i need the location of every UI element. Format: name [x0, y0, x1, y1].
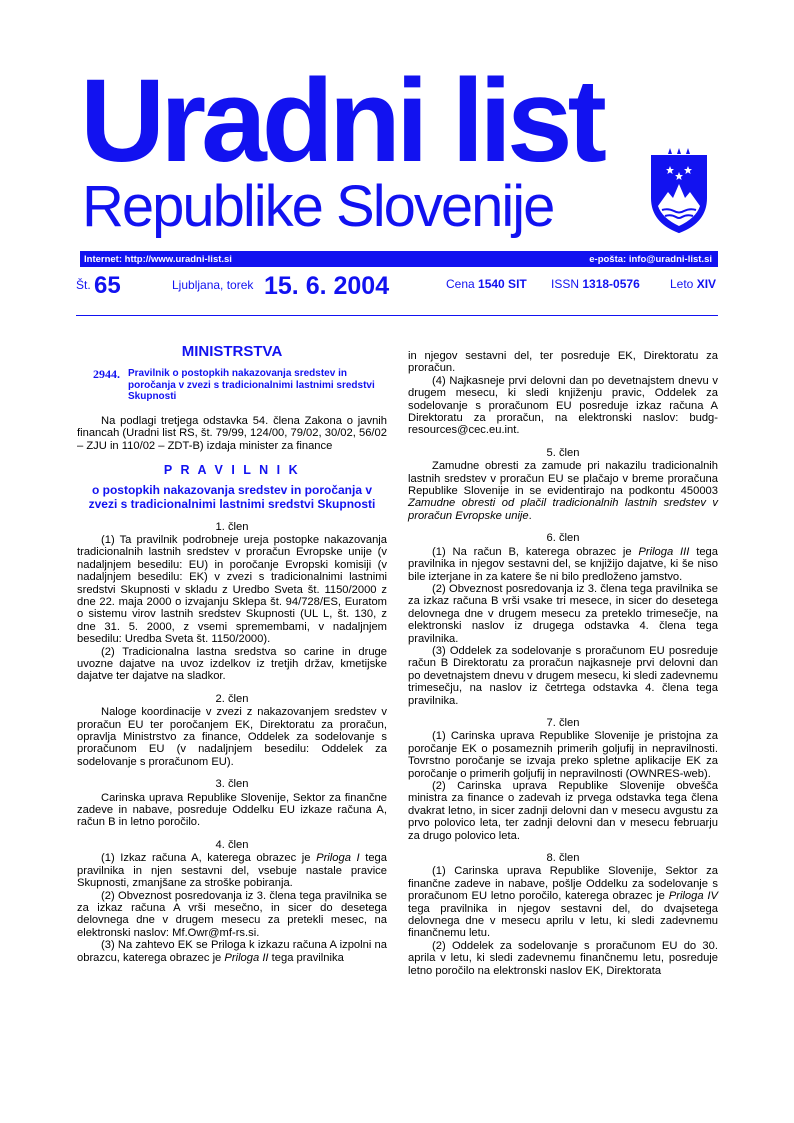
intro-paragraph: Na podlagi tretjega odstavka 54. člena Zakona o javnih financah (Uradni list RS, št. 79/99, 124/00, 79/02, 30/02, 56/02 – ZJU in 110/02 – ZDT-B) izdaja minister za finance: [77, 414, 387, 452]
article-heading: 7. člen: [546, 716, 580, 729]
paragraph: (3) Oddelek za sodelovanje s proračunom EU posreduje račun B Direktoratu za proračun najkasneje prvi delovni dan po devetnajstem dnevu v drugem mesecu, ki sledi zadevnemu trimesečju, na naslov iz četrtega odstavka 4. člena tega pravilnika.: [408, 644, 718, 707]
article-heading: 2. člen: [215, 692, 249, 705]
paragraph: (4) Najkasneje prvi delovni dan po devetnajstem dnevu v drugem mesecu, ki sledi knjiženju pravic, Oddelek za sodelovanje s proračunom EU posreduje izkaz računa A Direktoratu za proračun, na elektronski naslov: budg-resources@cec.eu.int.: [408, 374, 718, 437]
right-column: [408, 350, 718, 977]
paragraph: (2) Obveznost posredovanja iz 3. člena tega pravilnika se za izkaz računa A vrši mesečno, in sicer do desetega delovnega dne v drugem mesecu za pretekli mesec, na elektronski naslov: Mf.Owr@mf-rs.si.: [77, 889, 387, 939]
paragraph: (1) Carinska uprava Republike Slovenije je pristojna za poročanje EK o posameznih primerih goljufij in nepravilnosti. Tovrstno poročanje se izvaja preko spletne aplikacije EK za poročanje o primerih goljufij in nepravilnosti (OWNRES-web).: [408, 730, 718, 780]
paragraph: (3) Na zahtevo EK se Priloga k izkazu računa A izpolni na obrazcu, katerega obrazec je Priloga II tega pravilnika: [77, 939, 387, 964]
paragraph: (2) Obveznost posredovanja iz 3. člena tega pravilnika se za izkaz računa B vrši vsake tri mesece, in sicer do desetega delovnega dne v drugem mesecu za preteklo trimesečje, na elektronski naslov iz drugega odstavka 4. člena tega pravilnika.: [408, 582, 718, 645]
paragraph: (1) Na račun B, katerega obrazec je Priloga III tega pravilnika in njegov sestavni del, se knjižijo dajatve, ki še niso bile izterjane in za katere še ni bilo predloženo jamstvo.: [408, 545, 718, 583]
article-heading: 3. člen: [215, 778, 249, 791]
paragraph: in njegov sestavni del, ter posreduje EK, Direktoratu za proračun.: [408, 350, 718, 375]
issue-date: 15. 6. 2004: [264, 272, 390, 300]
masthead-subtitle: Republike Slovenije: [82, 174, 554, 239]
paragraph: (1) Ta pravilnik podrobneje ureja postopke nakazovanja tradicionalnih lastnih sredstev v proračun Evropske unije (v nadaljnjem besedilu: EU) in poročanje Evropski komisiji (v nadaljnjem besedilu: EK) v zvezi s tradicionalnimi lastnimi sredstvi Skupnosti v skladu z Uredbo Sveta št. 1150/2000 z dne 22. maja 2000 o izvajanju Sklepa št. 94/728/ES, Euratom o sistemu virov lastnih sredstev Skupnosti (UL L, št. 130, z dne 31. 5. 2000, z vsemi spremembami, v nadaljnjem besedilu: Uredba Sveta št. 1150/2000).: [77, 533, 387, 646]
regulation-title: Pravilnik o postopkih nakazovanja sredstev in poročanja v zvezi s tradicionalnimi lastnimi sredstvi Skupnosti: [128, 368, 375, 403]
issue-place: Ljubljana, torek: [172, 278, 254, 292]
masthead-title: Uradni list: [80, 55, 602, 187]
pravilnik-subtitle: o postopkih nakazovanja sredstev in poročanja v zvezi s tradicionalnimi lastnimi sredstvi Skupnosti: [88, 482, 376, 511]
issue-volume: Leto XIV: [670, 277, 717, 291]
section-title: MINISTRSTVA: [181, 343, 283, 360]
header-divider: [76, 315, 718, 316]
internet-link[interactable]: Internet: http://www.uradni-list.si: [84, 253, 232, 265]
issue-label: Št.: [76, 278, 91, 292]
issue-number: 65: [94, 272, 121, 299]
article-heading: 6. člen: [546, 532, 580, 545]
paragraph: Zamudne obresti za zamude pri nakazilu tradicionalnih lastnih sredstev v proračun EU se plačajo v breme proračuna Republike Slovenije in se evidentirajo na podkontu 450003 Zamudne obresti od plačil tradicionalnih lastnih sredstev v proračun Evropske unije.: [408, 460, 718, 522]
coat-of-arms-icon: [648, 148, 710, 234]
email-link[interactable]: e-pošta: info@uradni-list.si: [589, 253, 712, 265]
article-heading: 4. člen: [215, 838, 249, 851]
article-heading: 8. člen: [546, 852, 580, 865]
paragraph: Carinska uprava Republike Slovenije, Sektor za finančne zadeve in nabave, posreduje Oddelku EU izkaze računa A, račun B in letno poročilo.: [77, 791, 387, 829]
issue-issn: ISSN 1318-0576: [551, 277, 640, 291]
regulation-number: 2944.: [93, 367, 120, 382]
article-heading: 1. člen: [215, 520, 249, 533]
paragraph: (2) Carinska uprava Republike Slovenije obvešča ministra za finance o zadevah iz prvega odstavka tega člena dvakrat letno, in sicer zadnji delovni dan v mesecu avgustu za prvo polovico leta, ter zadnji delovni dan v mesecu februarju za drugo polovico leta.: [408, 780, 718, 842]
left-column: [77, 343, 388, 964]
info-bar: [80, 251, 718, 267]
pravilnik-heading: P R A V I L N I K: [163, 463, 301, 478]
article-heading: 5. člen: [546, 446, 580, 459]
regulation-header: [93, 368, 377, 403]
paragraph: (2) Oddelek za sodelovanje s proračunom EU do 30. aprila v letu, ki sledi zadevnemu finančnemu letu, posreduje letno poročilo na elektronski naslov EK, Direktorata: [408, 939, 718, 977]
paragraph: (2) Tradicionalna lastna sredstva so carine in druge uvozne dajatve na uvoz izdelkov iz tretjih držav, kmetijske dajatve ter dajatve na sladkor.: [77, 645, 387, 683]
paragraph: (1) Izkaz računa A, katerega obrazec je Priloga I tega pravilnika in njen sestavni del, vsebuje nastale pravice Skupnosti, zmanjšane za stroške pobiranja.: [77, 852, 388, 890]
issue-info: [76, 272, 720, 306]
issue-price: Cena 1540 SIT: [446, 277, 527, 291]
paragraph: (1) Carinska uprava Republike Slovenije, Sektor za finančne zadeve in nabave, pošlje Oddelku za sodelovanje s proračunom EU letno poročilo, katerega obrazec je Priloga IV tega pravilnika in njegov sestavni del, do dvajsetega delovnega dne v mesecu aprilu v letu, ki sledi zadevnemu finančnemu letu.: [408, 865, 718, 940]
paragraph: Naloge koordinacije v zvezi z nakazovanjem sredstev v proračun EU ter poročanjem EK, Direktoratu za proračun, opravlja Ministrstvo za finance, Oddelek za sodelovanje s proračunom EU (v nadaljnjem besedilu: Oddelek za sodelovanje s proračunom EU).: [77, 706, 387, 768]
